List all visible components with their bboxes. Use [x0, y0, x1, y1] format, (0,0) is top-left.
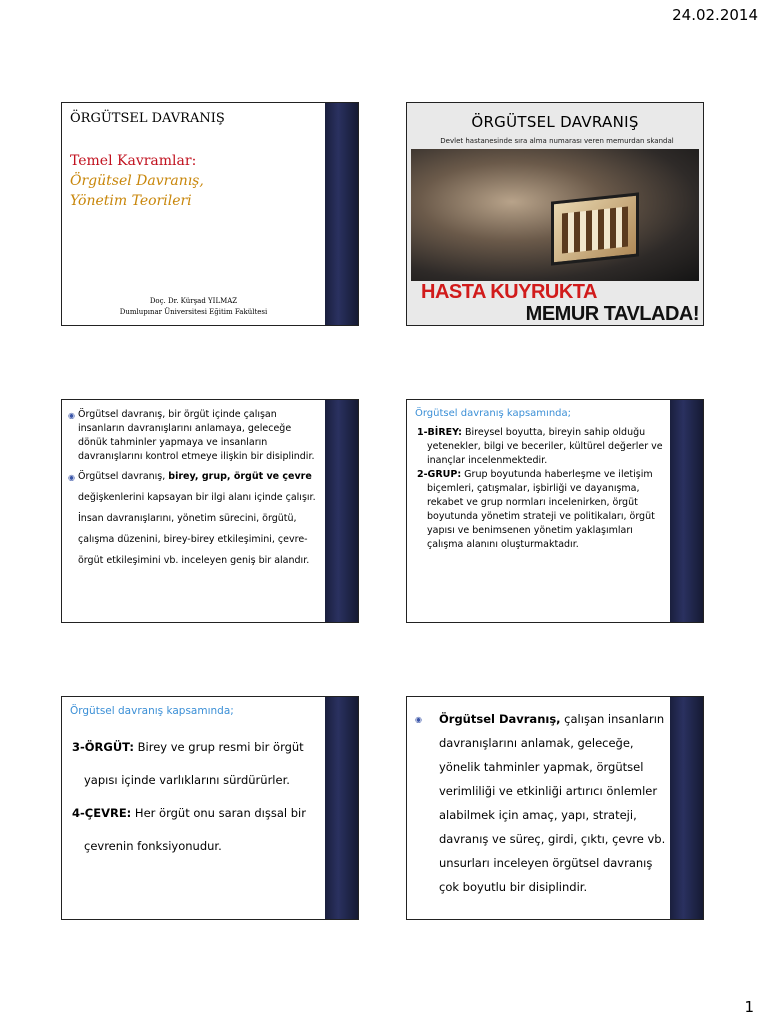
scope-label: 2-GRUP: — [417, 469, 462, 480]
slide-side-bar — [325, 103, 358, 325]
scope-label: 4-ÇEVRE: — [72, 806, 132, 820]
scope-item-cevre — [72, 797, 321, 830]
bullet-text-pre: Örgütsel davranış, — [78, 471, 169, 482]
target-bullet-icon: ◉ — [415, 715, 422, 724]
author-block — [62, 296, 325, 318]
bullet-text: çalışan insanların davranışlarını anlamak, geleceğe, yönelik tahminler yapmak, örgütsel verimliliği ve etkinliği artırıcı önlemler alabilmek için amaç, yapı, strateji, davranış ve süreç, girdi, çıktı, çevre vb. unsurları inceleyen örgütsel davranış çok boyutlu bir disiplindir. — [439, 712, 666, 894]
scope-item-birey — [417, 426, 666, 468]
slide-title: ÖRGÜTSEL DAVRANIŞ — [471, 113, 639, 131]
scope-list — [417, 426, 666, 552]
backgammon-screen-image — [551, 192, 639, 265]
scope-item-orgut — [72, 731, 321, 764]
slide-title: ÖRGÜTSEL DAVRANIŞ — [70, 111, 225, 126]
bullet-text-post: değişkenlerini kapsayan bir ilgi alanı içinde çalışır. İnsan davranışlarını, yönetim sürecini, örgütü, çalışma düzenini, birey-birey etkileşimini, çevre-örgüt etkileşimini vb. inceleyen geniş bir alandır. — [78, 492, 316, 566]
slide-1 — [61, 102, 359, 326]
slide-side-bar — [325, 697, 358, 919]
scope-text: Grup boyutunda haberleşme ve iletişim biçemleri, çatışmalar, işbirliği ve dayanışma, rekabet ve grup normları incelenirken, örgüt boyutunda yönetim strateji ve politikaları, örgüt yapısı ve benimsenen yönetim yaklaşımları çalışma alanını oluşturmaktadır. — [427, 469, 655, 550]
slide-5 — [61, 696, 359, 920]
news-headline-red: HASTA KUYRUKTA — [421, 281, 597, 303]
scope-label: 1-BİREY: — [417, 427, 462, 438]
slide-side-bar — [325, 400, 358, 622]
bullet-item — [68, 466, 323, 571]
scope-item-grup — [417, 468, 666, 552]
news-headline-black: MEMUR TAVLADA! — [525, 303, 699, 325]
bullet-item — [68, 408, 323, 464]
author-name: Doç. Dr. Kürşad YILMAZ — [149, 297, 238, 305]
bullet-text-bold: Örgütsel Davranış, — [439, 712, 561, 726]
scope-text-cont: çevrenin fonksiyonudur. — [84, 839, 222, 853]
bullet-text: Örgütsel davranış, bir örgüt içinde çalışan insanların davranışlarını anlamaya, geleceğe dönük tahminler yapmaya ve insanların davranışlarını kontrol etmeye ilişkin bir disiplindir. — [78, 409, 315, 462]
slide-side-bar — [670, 697, 703, 919]
author-affiliation: Dumlupınar Üniversitesi Eğitim Fakültesi — [119, 308, 268, 316]
slide-side-bar — [670, 400, 703, 622]
bullet-item — [415, 707, 666, 899]
target-bullet-icon: ◉ — [68, 411, 75, 420]
slide-subtitle-3: Yönetim Teorileri — [70, 193, 192, 209]
news-caption: Devlet hastanesinde sıra alma numarası veren memurdan skandal — [440, 137, 674, 145]
scope-text: Birey ve grup resmi bir örgüt — [134, 740, 304, 754]
scope-list — [72, 731, 321, 863]
slide-2 — [406, 102, 704, 326]
scope-text-cont: yapısı içinde varlıklarını sürdürürler. — [84, 773, 290, 787]
bullet-list — [68, 408, 323, 571]
news-photo — [411, 149, 699, 281]
slide-heading: Örgütsel davranış kapsamında; — [70, 705, 234, 717]
scope-label: 3-ÖRGÜT: — [72, 740, 134, 754]
slide-heading: Örgütsel davranış kapsamında; — [415, 408, 572, 419]
scope-text: Bireysel boyutta, bireyin sahip olduğu yetenekler, bilgi ve beceriler, kültürel değerler ve inançlar incelenmektedir. — [427, 427, 663, 466]
slide-6 — [406, 696, 704, 920]
slide-subtitle-1: Temel Kavramlar: — [70, 153, 197, 169]
slide-4 — [406, 399, 704, 623]
bullet-text-bold: birey, grup, örgüt ve çevre — [168, 471, 312, 482]
target-bullet-icon: ◉ — [68, 473, 75, 482]
scope-text: Her örgüt onu saran dışsal bir — [131, 806, 306, 820]
slide-subtitle-2: Örgütsel Davranış, — [70, 173, 204, 189]
page-number: 1 — [744, 998, 754, 1016]
slide-3 — [61, 399, 359, 623]
page-date: 24.02.2014 — [672, 6, 758, 24]
